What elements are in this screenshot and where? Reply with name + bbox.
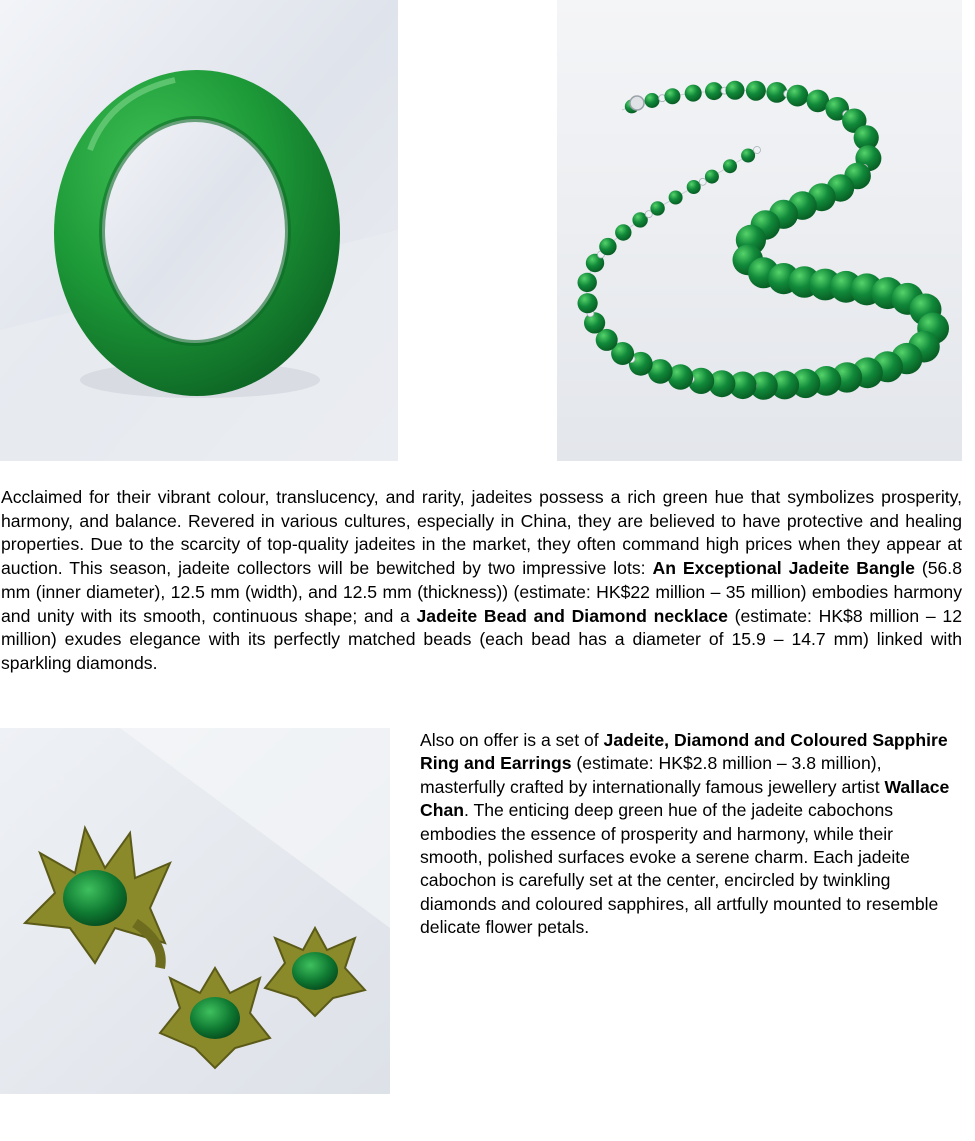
jade-bead — [645, 93, 660, 108]
jade-bead — [726, 81, 745, 100]
paragraph-text: (estimate: HK$2.8 million – 3.8 million), masterfully crafted by internationally famous jewellery artist — [420, 753, 885, 797]
lot-name-necklace: Jadeite Bead and Diamond necklace — [416, 605, 728, 626]
jade-bead — [705, 82, 723, 100]
jade-bead — [685, 85, 702, 102]
jade-bead — [599, 238, 616, 255]
jade-bead — [741, 149, 755, 163]
jadeite-bead-necklace-photo — [557, 0, 962, 461]
jade-bead — [578, 293, 598, 313]
paragraph-text: (56.8 mm (inner diameter), 12.5 mm (width), and 12.5 mm (thickness)) (estimate: HK$22 million – 35 million) embodies harmony and unity with its smooth, continuous shape; and a — [1, 558, 962, 626]
lot-name-ring-earrings: Jadeite, Diamond and Coloured Sapphire Ring and Earrings — [420, 730, 948, 774]
jadeite-bangle-photo — [0, 0, 398, 461]
jade-bead — [664, 88, 680, 104]
jadeite-ring-earrings-photo — [0, 728, 390, 1094]
body-paragraph-jadeite-intro — [1, 486, 962, 676]
paragraph-text: Acclaimed for their vibrant colour, translucency, and rarity, jadeites possess a rich green hue that symbolizes prosperity, harmony, and balance. Revered in various cultures, especially in China, they are believed to have protective and healing properties. Due to the scarcity of top-quality jadeites in the market, they often command high prices when they appear at auction. This season, jadeite collectors will be bewitched by two impressive lots: — [1, 487, 962, 579]
paragraph-text: . The enticing deep green hue of the jadeite cabochons embodies the essence of prosperity and harmony, while their smooth, polished surfaces evoke a serene charm. Each jadeite cabochon is carefully set at the center, encircled by twinkling diamonds and coloured sapphires, all artfully mounted to resemble delicate flower petals. — [420, 800, 939, 938]
paragraph-text: (estimate: HK$8 million – 12 million) exudes elegance with its perfectly matched beads (each bead has a diameter of 15.9 – 14.7 mm) linked with sparkling diamonds. — [1, 605, 962, 673]
artist-name: Wallace Chan — [420, 776, 950, 821]
jade-bead — [723, 159, 737, 173]
diamond-spacer — [754, 147, 761, 154]
body-paragraph-ring-earrings — [420, 729, 952, 940]
diamond-spacer — [699, 178, 706, 185]
jade-bead — [615, 224, 631, 240]
lot-name-bangle: An Exceptional Jadeite Bangle — [652, 558, 915, 579]
jade-bead — [578, 273, 597, 292]
jade-bead — [787, 85, 809, 107]
jade-bead — [746, 81, 766, 101]
jade-bead — [705, 170, 719, 184]
paragraph-text: Also on offer is a set of — [420, 730, 604, 750]
jade-bead — [669, 191, 683, 205]
jade-bead — [687, 180, 701, 194]
jade-bead — [650, 201, 664, 215]
